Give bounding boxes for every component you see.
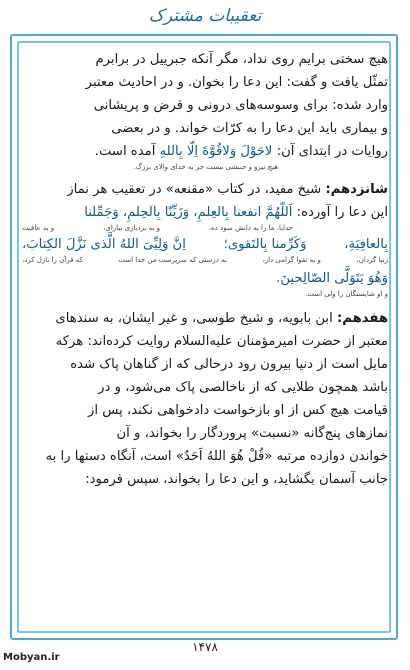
line: این دعا را آورده: [296, 205, 388, 220]
line: تمثّل یافت و گفت: این دعا را بخوان. و در احادیث معتبر [85, 75, 388, 90]
gloss-row [22, 224, 388, 232]
line: معتبر از حضرت امیرمؤمنان علیه‌السلام روایت کرده‌اند: هرکه [55, 334, 388, 349]
arabic-prayer: وَهُوَ یَتَوَلَّی الصّالِحینَ. [276, 271, 388, 286]
page-title: تعقیبات مشترک [148, 6, 262, 26]
arabic-prayer: بِالعافِیَةِ، [344, 237, 388, 252]
page-content [22, 48, 388, 491]
line: جانب آسمان بگشاید، و این دعا را بخواند، سپس فرمود: [85, 472, 388, 487]
translation-gloss: که قرآن را نازل کرد، [22, 256, 83, 264]
line: وارد شده: برای وسوسه‌های درونی و قرض و پریشانی [93, 98, 388, 113]
arabic-row [22, 268, 388, 290]
paragraph-1 [22, 48, 388, 163]
site-watermark: Mobyan.ir [3, 652, 60, 663]
line: قیامت هیچ کس از او بازخواست دادخواهی نکند، پس از [88, 403, 388, 418]
arabic-phrase: لاحَوْلَ وَلاقُوَّةَ اِلّا بِاللهِ [159, 144, 273, 159]
arabic-row [22, 234, 388, 256]
section-heading: شانزدهم: [325, 182, 388, 197]
line: شیخ مفید، در کتاب «مقنعه» در تعقیب هر نماز [67, 182, 322, 197]
line: روایات در ابتدای آن: [276, 144, 388, 159]
gloss-row [22, 256, 388, 264]
translation-gloss: زیبا گردان، [356, 256, 388, 264]
translation-gloss: و به تقوا گرامی دار، [262, 256, 321, 264]
arabic-prayer: اَللّهُمَّ انفعنا بِالعِلمِ، وَزَیِّنّا بِالحِلمِ، وَجَمِّلنا [84, 205, 293, 220]
page-number: ۱۴۷۸ [192, 640, 218, 654]
line: نمازهای پنج‌گانه «نسبت» پروردگار را بخواند، و آن [116, 426, 388, 441]
section-heading: هفدهم: [336, 311, 388, 326]
translation-gloss: هیچ نیرو و جنبشی نیست جز به خدای والای بزرگ. [133, 163, 278, 171]
translation-gloss: و به عافیت [22, 224, 55, 232]
line: مایل است از دنیا بیرون رود درحالی که از گناهان پاک شده [70, 357, 388, 372]
translation-gloss: خدایا، ما را به دانش سود ده، [208, 224, 293, 232]
line: ابن بابویه، و شیخ طوسی، و غیر ایشان، به سندهای [55, 311, 333, 326]
translation-gloss: و او شایستگان را ولی است. [305, 290, 388, 298]
arabic-prayer: اِنَّ وَلِیِّیَ اللهُ الَّذی نَزَّلَ الکِتابَ، [22, 237, 186, 252]
translation-gloss: و به بردباری بیارای، [103, 224, 160, 232]
line: باشد همچون طلایی که از ناخالصی پاک می‌شود، و در [98, 380, 388, 395]
paragraph-2 [22, 178, 388, 224]
translation-gloss: به درستی که سرپرست من خدا است [118, 256, 227, 264]
paragraph-3 [22, 307, 388, 491]
line: هیچ سختی برایم روی نداد، مگر آنکه جبرییل در برابرم [95, 52, 388, 67]
line: آمده است. [94, 144, 156, 159]
arabic-prayer: وَکَرِّمنا بِالتَقوی؛ [223, 237, 307, 252]
line: و بیماری باید این دعا را به کرّات خواند. و در بعضی [111, 121, 388, 136]
line: خواندن دوازده مرتبه «قُلْ هُوَ اللهُ اَحَدٌ» است، آنگاه دستها را به [45, 449, 388, 464]
